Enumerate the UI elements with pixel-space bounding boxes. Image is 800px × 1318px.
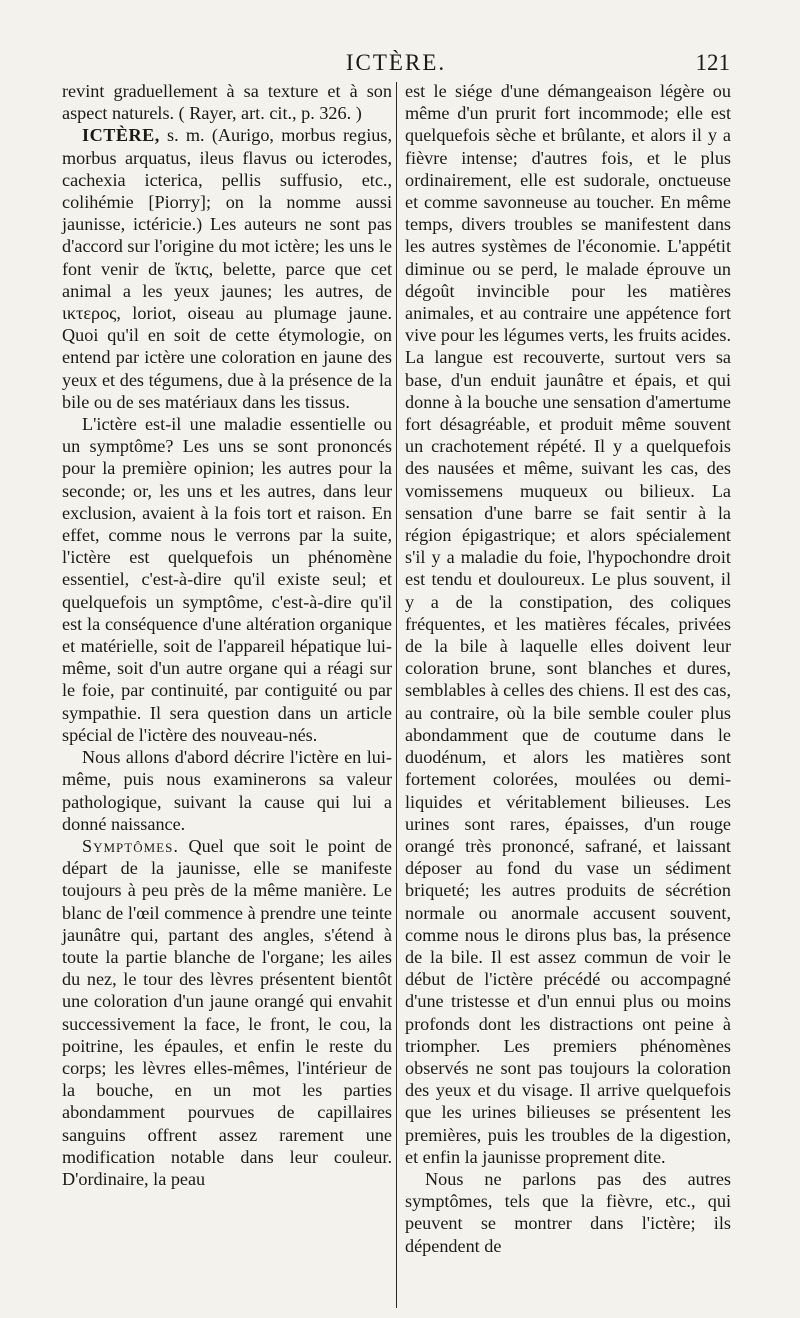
paragraph-other-symptoms: Nous ne parlons pas des autres symptômes, tels que la fièvre, etc., qui peuvent se montrer dans l'ictère; ils dépendent de [405, 1168, 731, 1256]
paragraph-plan: Nous allons d'abord décrire l'ictère en lui-même, puis nous examinerons sa valeur pathologique, suivant la cause qui lui a donné naissance. [62, 747, 392, 834]
entry-headword: ICTÈRE, [82, 125, 160, 146]
entry-paragraph [62, 124, 392, 413]
entry-definition: s. m. (Aurigo, morbus regius, morbus arquatus, ileus flavus ou icterodes, cachexia icterica, pellis suffusio, etc., colihémie [Piorry]; on la nomme aussi jaunisse, ictéricie.) Les auteurs ne sont pas d'accord sur l'origine du mot ictère; les uns le font venir de ἴκτις, belette, parce que cet animal a les yeux jaunes; les autres, de ικτερος, loriot, oiseau au plumage jaune. Quoi qu'il en soit de cette étymologie, on entend par ictère une coloration en jaune des yeux et des tégumens, due à la présence de la bile ou de ses matériaux dans les tissus. [62, 125, 392, 412]
section-lead: Symptômes. [82, 835, 179, 856]
running-head: ICTÈRE. [345, 50, 447, 75]
paragraph-continuation: revint graduellement à sa texture et à son aspect naturels. ( Rayer, art. cit., p. 326. ) [62, 81, 392, 124]
column-divider [396, 82, 397, 1308]
left-column [62, 80, 392, 1190]
paragraph-nature: L'ictère est-il une maladie essentielle ou un symptôme? Les uns se sont prononcés pour la première opinion; les autres pour la seconde; or, les uns et les autres, dans leur exclusion, avaient à la fois tort et raison. En effet, comme nous le verrons par la suite, l'ictère est quelquefois un phénomène essentiel, c'est-à-dire qu'il existe seul; et quelquefois un symptôme, c'est-à-dire qu'il est la conséquence d'une altération organique et matérielle, soit de l'appareil hépatique lui-même, soit d'un autre organe qui a réagi sur le foie, par continuité, par contiguité ou par sympathie. Il sera question dans un article spécial de l'ictère des nouveau-nés. [62, 414, 392, 745]
paragraph-symptoms-continued: est le siége d'une démangeaison légère ou même d'un prurit fort incommode; elle est quelquefois sèche et brûlante, et alors il y a fièvre intense; d'autres fois, et le plus ordinairement, elle est sudorale, onctueuse et comme savonneuse au toucher. En même temps, divers troubles se manifestent dans les autres systèmes de l'économie. L'appétit diminue ou se perd, le malade éprouve un dégoût invincible pour les matières animales, et au contraire une appétence fort vive pour les légumes verts, les fruits acides. La langue est recouverte, surtout vers sa base, d'un enduit jaunâtre et épais, et qui donne à la bouche une sensation d'amertume fort désagréable, et produit même souvent un crachotement répété. Il y a quelquefois des nausées et même, suivant les cas, des vomissemens muqueux ou bilieux. La sensation d'une barre se fait sentir à la région épigastrique; et alors spécialement s'il y a maladie du foie, l'hypochondre droit est tendu et douloureux. Le plus souvent, il y a de la constipation, des coliques fréquentes, et les matières fécales, privées de la bile à laquelle elles doivent leur coloration brune, sont blanches et dures, semblables à celles des chiens. Il est des cas, au contraire, où la bile semble couler plus abondamment que de coutume dans le duodénum, et alors les matières sont fortement colorées, moulées ou demi-liquides et véritablement bilieuses. Les urines sont rares, épaisses, d'un rouge orangé très prononcé, safrané, et laissant déposer au fond du vase un sédiment briqueté; les autres produits de sécrétion normale ou anormale accusent souvent, comme nous le dirons plus bas, la présence de la bile. Il est assez commun de voir le début de l'ictère précédé ou accompagné d'une tristesse et d'un ennui plus ou moins profonds dont les distractions ont peine à triompher. Les premiers phénomènes observés ne sont pas toujours la coloration des yeux et du visage. Il arrive quelquefois que les urines bilieuses se présentent les premières, puis les troubles de la digestion, et enfin la jaunisse proprement dite. [405, 81, 731, 1167]
right-column [405, 80, 731, 1257]
paragraph-symptoms [62, 835, 392, 1190]
symptoms-text: Quel que soit le point de départ de la jaunisse, elle se manifeste toujours à peu près de la même manière. Le blanc de l'œil commence à prendre une teinte jaunâtre qui, partant des angles, s'étend à toute la partie blanche de l'organe; les ailes du nez, le tour des lèvres présentent bientôt une coloration d'un jaune orangé qui envahit successivement la face, le front, le cou, la poitrine, les épaules, et enfin le reste du corps; les lèvres elles-mêmes, l'intérieur de la bouche, en un mot les parties abondamment pourvues de capillaires sanguins offrent assez rarement une modification notable dans leur couleur. D'ordinaire, la peau [62, 835, 392, 1189]
page-number: 121 [695, 50, 730, 75]
page-header [62, 50, 730, 80]
